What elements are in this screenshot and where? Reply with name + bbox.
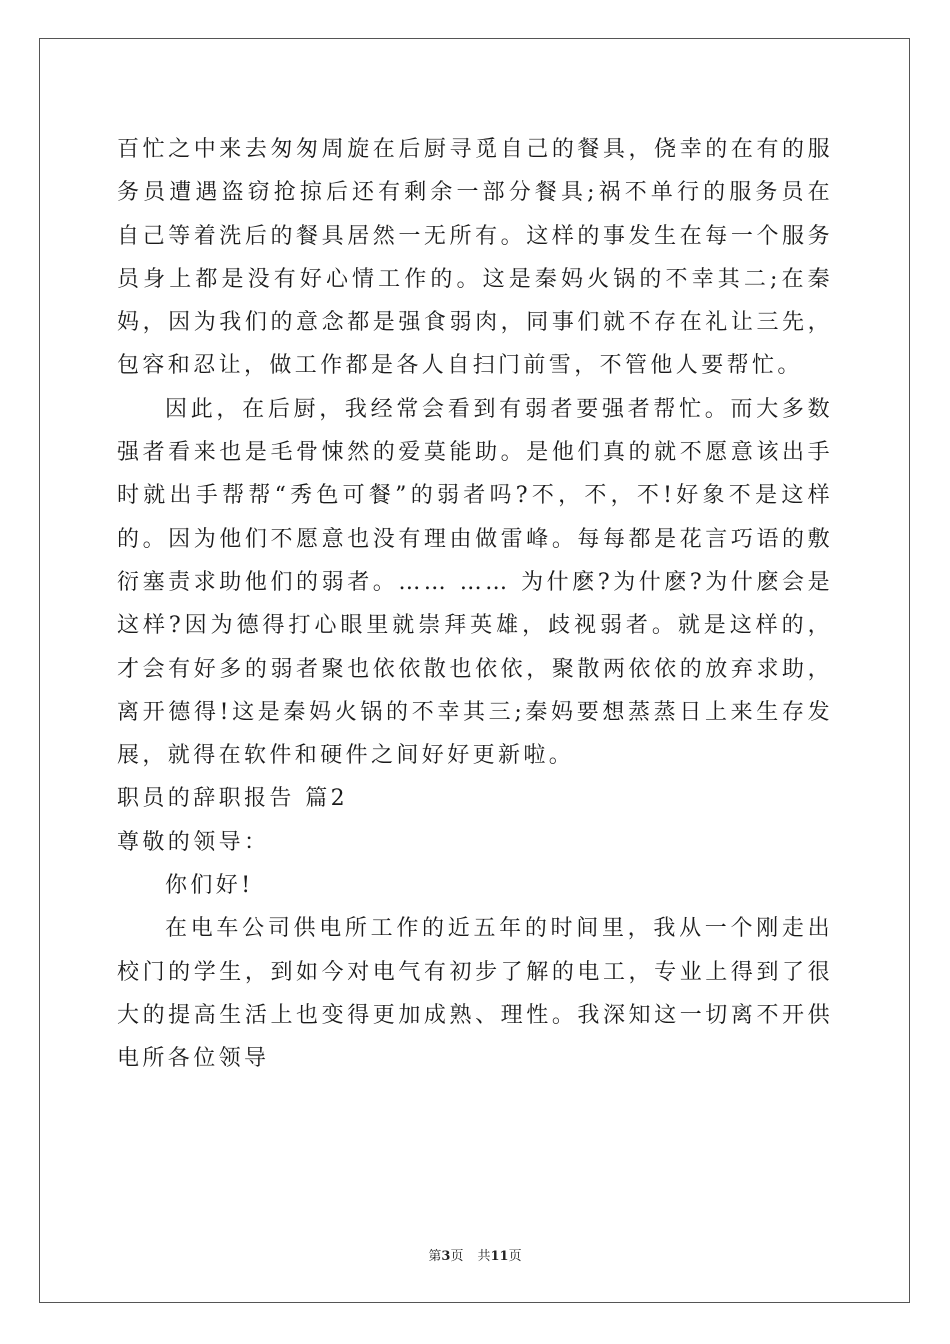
paragraph-1: 百忙之中来去匆匆周旋在后厨寻觅自己的餐具，侥幸的在有的服务员遭遇盗窃抢掠后还有剩余一部分餐具;祸不单行的服务员在自己等着洗后的餐具居然一无所有。这样的事发生在每一个服务员身上都是没有好心情工作的。这是秦妈火锅的不幸其二;在秦妈，因为我们的意念都是强食弱肉，同事们就不存在礼让三先，包容和忍让，做工作都是各人自扫门前雪，不管他人要帮忙。 <box>117 137 833 379</box>
total-suffix: 页 <box>508 1249 522 1264</box>
page-current: 3 <box>441 1249 451 1264</box>
page-suffix: 页 <box>450 1249 464 1264</box>
page-total: 11 <box>490 1249 509 1264</box>
total-prefix: 共 <box>477 1249 491 1264</box>
section-heading: 职员的辞职报告 篇2 <box>117 786 348 812</box>
page-prefix: 第 <box>428 1249 442 1264</box>
document-body <box>117 128 833 1081</box>
paragraph-body: 在电车公司供电所工作的近五年的时间里，我从一个刚走出校门的学生，到如今对电气有初步了解的电工，专业上得到了很大的提高生活上也变得更加成熟、理性。我深知这一切离不开供电所各位领导 <box>117 916 833 1072</box>
paragraph-2: 因此，在后厨，我经常会看到有弱者要强者帮忙。而大多数强者看来也是毛骨悚然的爱莫能助。是他们真的就不愿意该出手时就出手帮帮“秀色可餐”的弱者吗?不，不，不!好象不是这样的。因为他们不愿意也没有理由做雷峰。每每都是花言巧语的敷衍塞责求助他们的弱者。…… …… 为什麽?为什麽?为什麽会是这样?因为德得打心眼里就崇拜英雄，歧视弱者。就是这样的，才会有好多的弱者聚也依依散也依依，聚散两依依的放弃求助，离开德得!这是秦妈火锅的不幸其三;秦妈要想蒸蒸日上来生存发展，就得在软件和硬件之间好好更新啦。 <box>117 396 833 769</box>
page-footer <box>0 1249 950 1265</box>
salutation: 尊敬的领导： <box>117 829 270 855</box>
greeting: 你们好! <box>165 873 254 899</box>
